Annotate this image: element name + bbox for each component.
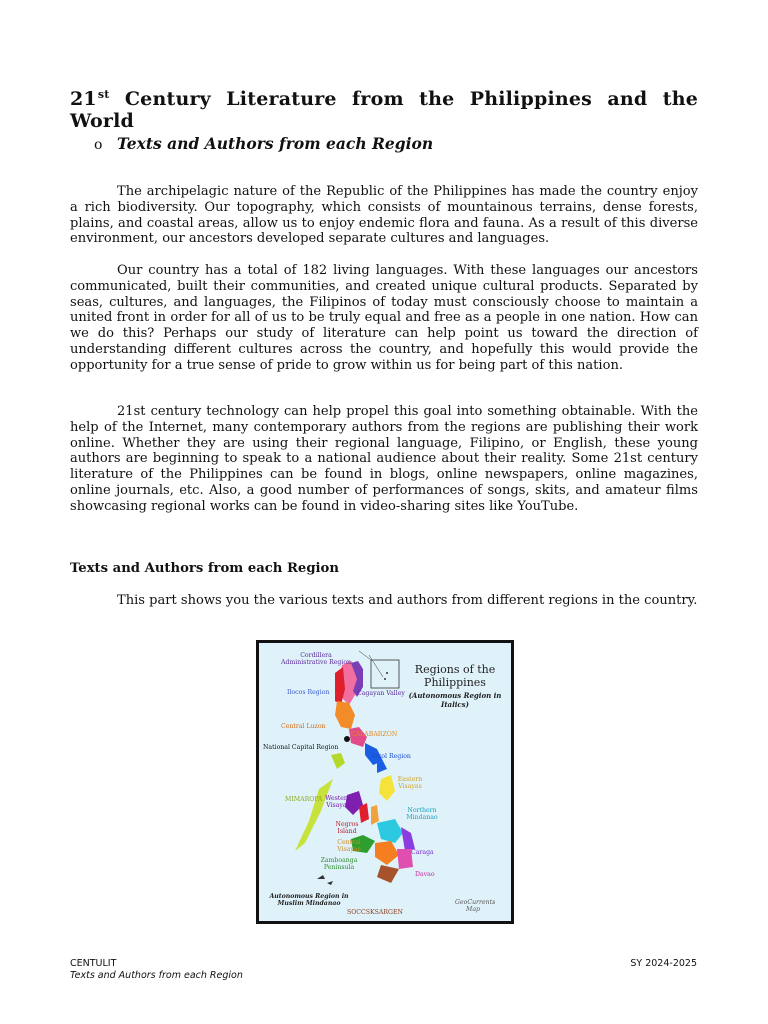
region-armm-shape <box>375 841 399 865</box>
label-bikol: Bikol Region <box>371 753 411 760</box>
map-subtitle: (Autonomous Region in Italics) <box>408 691 502 709</box>
label-ncr: National Capital Region <box>263 744 339 751</box>
paragraph-3: 21st century technology can help propel this goal into something obtainable. With the help of the Internet, many contemporary authors from the regions are publishing their work online. Whether they are using their regional language, Filipino, or English, these young authors are beginning to speak to a national audience about their reality. Some 21st century literature of the Philippines can be found in blogs, online newspapers, online magazines, online journals, etc. Also, a good number of performances of songs, skits, and amateur films showcasing regional works can be found in video-sharing sites like YouTube. <box>70 404 698 514</box>
title-superscript: st <box>97 88 110 101</box>
region-palawan-shape <box>295 779 333 851</box>
page-title <box>70 88 698 132</box>
region-northern-mindanao-shape <box>377 819 403 843</box>
footer-school-year: SY 2024-2025 <box>630 958 697 969</box>
subtitle-bullet-item <box>94 134 433 155</box>
label-armm: Autonomous Region in Muslim Mindanao <box>269 893 349 907</box>
label-central-visayas: Central Visayas <box>337 839 361 853</box>
regions-map-figure <box>256 640 514 924</box>
label-negros: Negros Island <box>335 821 359 835</box>
region-ncr-shape <box>344 736 350 742</box>
region-central-visayas-shape <box>371 805 379 825</box>
region-mimaropa-shape <box>331 753 345 769</box>
label-car: Cordillera Administrative Region <box>280 652 352 666</box>
label-zamboanga: Zamboanga Peninsula <box>320 857 358 871</box>
label-soccsksargen: SOCCSKSARGEN <box>347 909 403 916</box>
title-number: 21 <box>70 88 97 110</box>
map-credit: GeoCurrents Map <box>455 899 496 913</box>
map-inset-box <box>371 660 399 688</box>
region-caraga-shape <box>401 827 415 851</box>
footer-topic: Texts and Authors from each Region <box>70 970 243 981</box>
label-calabarzon: CALABARZON <box>351 731 398 738</box>
label-cagayan: Cagayan Valley <box>357 690 405 697</box>
footer-left <box>70 958 243 982</box>
label-mimaropa: MIMAROPA <box>285 796 323 803</box>
label-central-luzon: Central Luzon <box>281 723 326 730</box>
paragraph-1: The archipelagic nature of the Republic of the Philippines has made the country enjoy a rich biodiversity. Our topography, which consists of mountainous terrains, dense forests, plains, and coastal areas, allow us to enjoy endemic flora and fauna. As a result of this diverse environment, our ancestors developed separate cultures and languages. <box>70 184 698 247</box>
footer-course: CENTULIT <box>70 958 117 969</box>
label-northern-mindanao: Northern Mindanao <box>406 807 438 821</box>
bullet-icon: o <box>94 137 103 153</box>
label-eastern-visayas: Eastern Visayas <box>397 776 423 790</box>
label-ilocos: Ilocos Region <box>287 689 330 696</box>
label-western-visayas: Western Visayas <box>325 795 351 809</box>
subtitle-text: Texts and Authors from each Region <box>117 134 434 153</box>
title-text: Century Literature from the Philippines and the World <box>70 88 698 132</box>
region-eastern-visayas-shape <box>379 775 395 801</box>
section-paragraph: This part shows you the various texts and authors from different regions in the country. <box>117 593 698 608</box>
map-title: Regions of the Philippines <box>414 663 496 689</box>
region-central-luzon-shape <box>335 701 355 729</box>
section-heading: Texts and Authors from each Region <box>70 561 339 576</box>
label-davao: Davao <box>415 871 435 878</box>
region-soccsksargen-shape <box>377 865 399 883</box>
paragraph-2: Our country has a total of 182 living languages. With these languages our ancestors communicated, built their communities, and created unique cultural products. Separated by seas, cultures, and languages, the Filipinos of today must consciously choose to maintain a united front in order for all of us to be truly equal and free as a people in one nation. How can we do this? Perhaps our study of literature can help point us toward the direction of understanding different cultures across the country, and hopefully this would provide the opportunity for a true sense of pride to grow within us for being part of this nation. <box>70 263 698 373</box>
label-caraga: Caraga <box>411 849 434 856</box>
